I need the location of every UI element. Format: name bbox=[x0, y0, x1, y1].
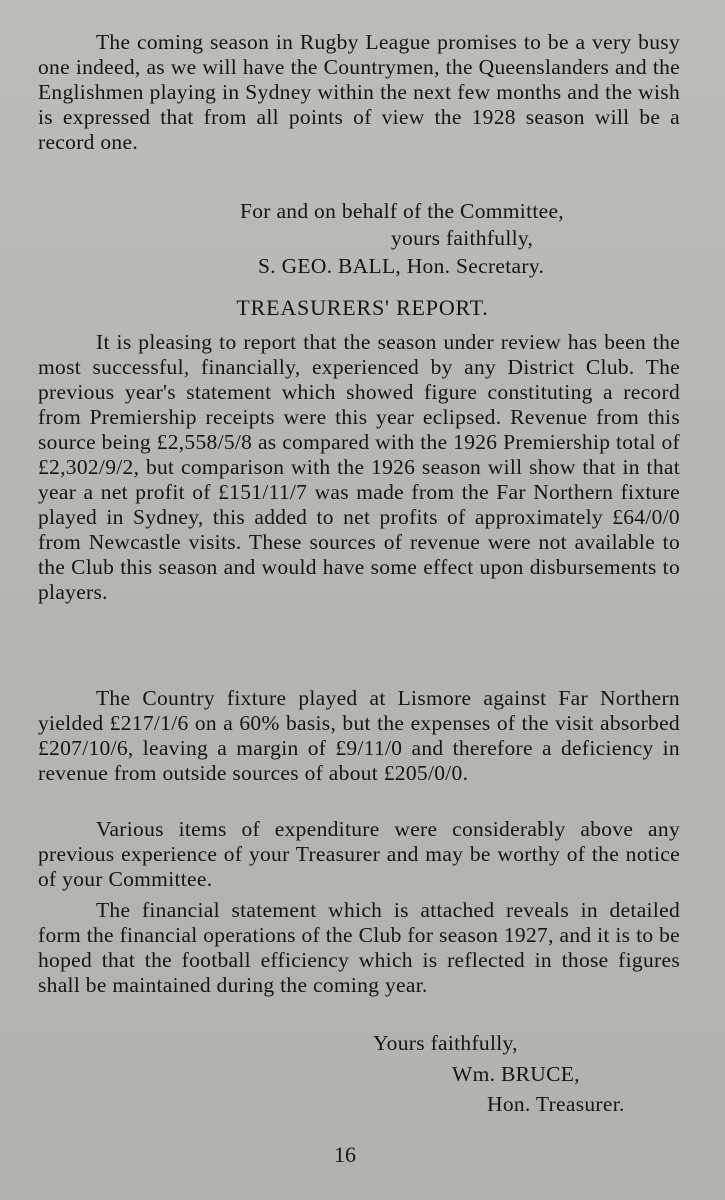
treasurer-closing: Yours faithfully, bbox=[373, 1031, 518, 1055]
secretary-name: S. GEO. BALL, Hon. Secretary. bbox=[258, 254, 545, 278]
report-paragraph-2: The Country fixture played at Lismore against Far Northern yielded £217/1/6 on a 60% basis, but the expenses of the visit absorbed £207/10/6, leaving a margin of £9/11/0 and therefore a deficiency in revenue from outside sources of about £205/0/0. bbox=[38, 686, 680, 785]
report-paragraph-1: It is pleasing to report that the season under review has been the most successful, financially, experienced by any District Club. The previous year's statement which showed figure constituting a record from Premiership receipts were this year eclipsed. Revenue from this source being £2,558/5/8 as compared with the 1926 Premiership total of £2,302/9/2, but comparison with the 1926 season will show that in that year a net profit of £151/11/7 was made from the Far Northern fixture played in Sydney, this added to net profits of approximately £64/0/0 from Newcastle visits. These sources of revenue were not available to the Club this season and would have some effect upon disbursements to players. bbox=[38, 330, 680, 604]
secretary-signoff-line: For and on behalf of the Committee, bbox=[240, 199, 564, 223]
treasurer-title: Hon. Treasurer. bbox=[487, 1092, 625, 1116]
report-paragraph-4: The financial statement which is attached reveals in detailed form the financial operations of the Club for season 1927, and it is to be hoped that the football efficiency which is reflected in those figures shall be maintained during the coming year. bbox=[38, 898, 680, 997]
intro-paragraph: The coming season in Rugby League promises to be a very busy one indeed, as we will have the Countrymen, the Queenslanders and the Englishmen playing in Sydney within the next few months and the wish is expressed that from all points of view the 1928 season will be a record one. bbox=[38, 30, 680, 154]
secretary-closing: yours faithfully, bbox=[391, 226, 534, 250]
treasurer-name: Wm. BRUCE, bbox=[452, 1062, 580, 1086]
report-paragraph-3: Various items of expenditure were considerably above any previous experience of your Treasurer and may be worthy of the notice of your Committee. bbox=[38, 817, 680, 891]
page-number: 16 bbox=[334, 1142, 356, 1167]
report-heading: TREASURERS' REPORT. bbox=[236, 295, 489, 320]
